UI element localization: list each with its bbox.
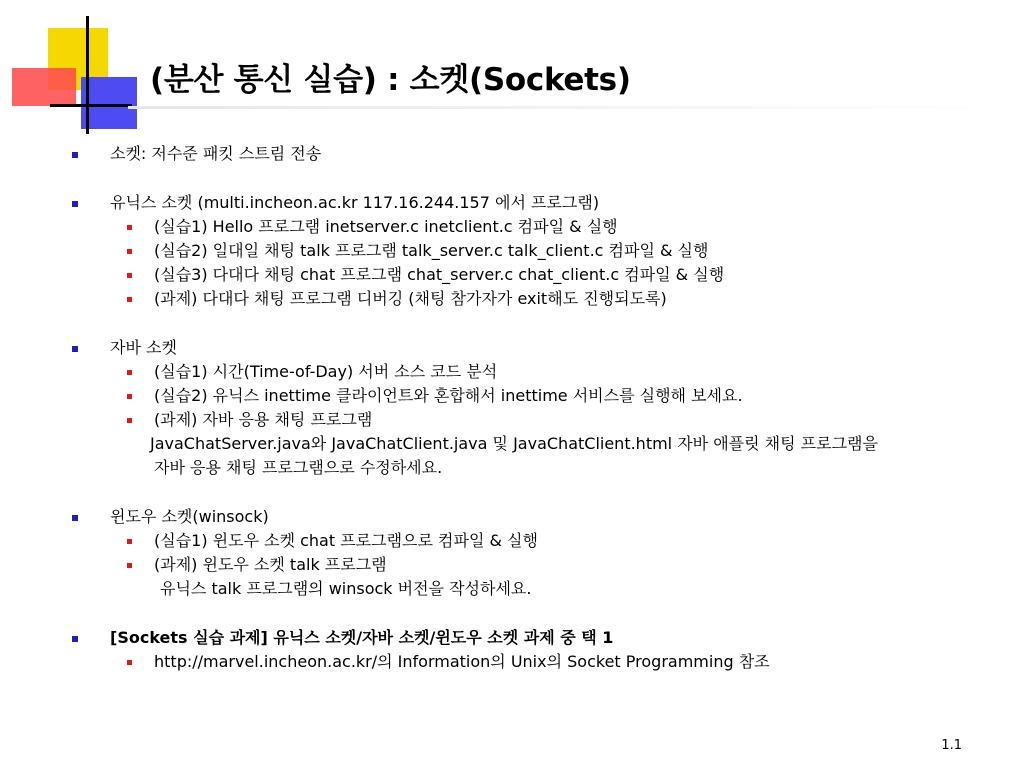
page-number: 1.1 bbox=[941, 738, 962, 753]
sub-bullet-item bbox=[0, 360, 1024, 384]
sub-bullet-item bbox=[0, 529, 1024, 553]
logo-blue-square bbox=[81, 77, 137, 129]
bullet-square-icon bbox=[72, 636, 78, 642]
bullet-item bbox=[0, 505, 1024, 529]
bullet-item bbox=[0, 191, 1024, 215]
sub-bullet-square-icon bbox=[127, 370, 132, 375]
title-underline bbox=[128, 106, 1024, 109]
bullet-text: 자바 소켓 bbox=[110, 338, 177, 357]
bullet-text: 윈도우 소켓(winsock) bbox=[110, 507, 269, 526]
bullet-text: [Sockets 실습 과제] 유닉스 소켓/자바 소켓/윈도우 소켓 과제 중 택 1 bbox=[110, 628, 614, 647]
logo-horizontal-line bbox=[50, 104, 132, 107]
bullet-item bbox=[0, 142, 1024, 166]
logo-red-bar bbox=[12, 68, 76, 106]
sub-bullet-item bbox=[0, 287, 1024, 311]
bullet-item bbox=[0, 626, 1024, 650]
sub-bullet-text: (실습1) Hello 프로그램 inetserver.c inetclient.c 컴파일 & 실행 bbox=[154, 217, 618, 236]
sub-bullet-text: (실습2) 유닉스 inettime 클라이언트와 혼합해서 inettime 서비스를 실행해 보세요. bbox=[154, 386, 743, 405]
sub-bullet-square-icon bbox=[127, 225, 132, 230]
slide-title: (분산 통신 실습) : 소켓(Sockets) bbox=[150, 62, 631, 98]
sub-bullet-text: (실습1) 윈도우 소켓 chat 프로그램으로 컴파일 & 실행 bbox=[154, 531, 538, 550]
bullet-square-icon bbox=[72, 515, 78, 521]
sub-bullet-text: (과제) 자바 응용 채팅 프로그램 bbox=[154, 410, 373, 429]
sub-bullet-square-icon bbox=[127, 418, 132, 423]
sub-bullet-text: (과제) 윈도우 소켓 talk 프로그램 bbox=[154, 555, 387, 574]
continuation-text: 유닉스 talk 프로그램의 winsock 버전을 작성하세요. bbox=[160, 579, 532, 598]
sub-bullet-text: (실습2) 일대일 채팅 talk 프로그램 talk_server.c talk_client.c 컴파일 & 실행 bbox=[154, 241, 709, 260]
sub-bullet-item bbox=[0, 650, 1024, 674]
logo-vertical-line bbox=[86, 16, 89, 134]
sub-bullet-text: (과제) 다대다 채팅 프로그램 디버깅 (채팅 참가자가 exit해도 진행되도록) bbox=[154, 289, 667, 308]
sub-bullet-square-icon bbox=[127, 249, 132, 254]
sub-bullet-item bbox=[0, 239, 1024, 263]
sub-bullet-square-icon bbox=[127, 273, 132, 278]
sub-bullet-item bbox=[0, 215, 1024, 239]
sub-bullet-item bbox=[0, 263, 1024, 287]
sub-bullet-square-icon bbox=[127, 297, 132, 302]
bullet-text: 소켓: 저수준 패킷 스트림 전송 bbox=[110, 144, 322, 163]
bullet-square-icon bbox=[72, 152, 78, 158]
bullet-text: 유닉스 소켓 (multi.incheon.ac.kr 117.16.244.157 에서 프로그램) bbox=[110, 193, 600, 212]
continuation-text: JavaChatServer.java와 JavaChatClient.java 및 JavaChatClient.html 자바 애플릿 채팅 프로그램을 bbox=[150, 434, 878, 453]
sub-bullet-square-icon bbox=[127, 394, 132, 399]
slide-content bbox=[0, 142, 1024, 674]
bullet-item bbox=[0, 336, 1024, 360]
sub-bullet-square-icon bbox=[127, 539, 132, 544]
sub-bullet-item bbox=[0, 553, 1024, 577]
bullet-square-icon bbox=[72, 201, 78, 207]
sub-bullet-square-icon bbox=[127, 660, 132, 665]
sub-bullet-item bbox=[0, 384, 1024, 408]
sub-bullet-text: (실습3) 다대다 채팅 chat 프로그램 chat_server.c chat_client.c 컴파일 & 실행 bbox=[154, 265, 725, 284]
continuation-text: 자바 응용 채팅 프로그램으로 수정하세요. bbox=[154, 458, 443, 477]
sub-bullet-item bbox=[0, 408, 1024, 432]
sub-bullet-text: (실습1) 시간(Time-of-Day) 서버 소스 코드 분석 bbox=[154, 362, 498, 381]
bullet-square-icon bbox=[72, 346, 78, 352]
sub-bullet-square-icon bbox=[127, 563, 132, 568]
reference-link-text: http://marvel.incheon.ac.kr/의 Information의 Unix의 Socket Programming 참조 bbox=[154, 652, 770, 671]
